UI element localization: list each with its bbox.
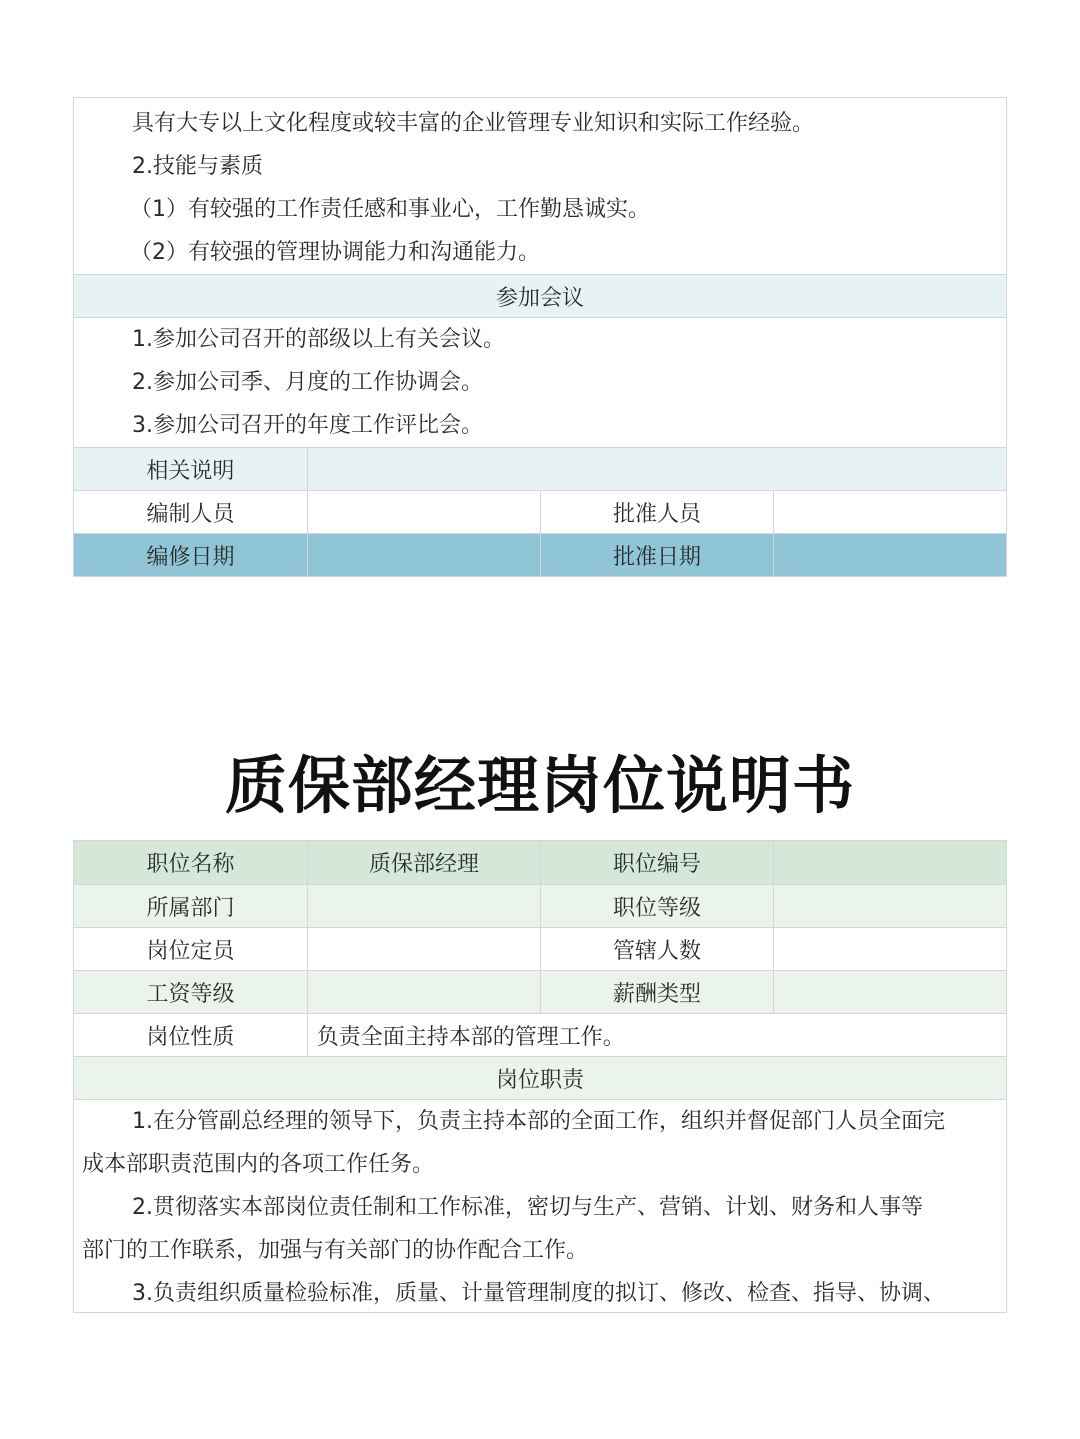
info-label: 管辖人数 [540,928,773,970]
duty-line: 成本部职责范围内的各项工作任务。 [82,1152,435,1177]
job-nature-label: 岗位性质 [146,1024,235,1050]
duties-block [74,1099,1006,1312]
duty-line: 部门的工作联系，加强与有关部门的协作配合工作。 [82,1238,589,1263]
info-row [74,884,1006,927]
info-value [773,928,1006,970]
editor-value [307,491,540,533]
related-notes-value [307,448,1006,490]
duties-header: 岗位职责 [495,1067,584,1093]
related-notes-label: 相关说明 [146,458,235,484]
info-label: 所属部门 [146,895,235,921]
info-label: 工资等级 [146,981,235,1007]
meeting-line: 1.参加公司召开的部级以上有关会议。 [132,327,505,352]
info-label: 职位名称 [146,852,235,877]
edit-date-label: 编修日期 [146,544,235,570]
info-row [74,841,1006,884]
previous-job-description-table [73,97,1007,577]
info-label: 薪酬类型 [540,971,773,1013]
info-value [773,841,1006,884]
duty-line: 1.在分管副总经理的领导下，负责主持本部的全面工作，组织并督促部门人员全面完 [132,1109,945,1134]
qualification-line: 2.技能与素质 [132,154,263,179]
qualification-line: 具有大专以上文化程度或较丰富的企业管理专业知识和实际工作经验。 [132,111,815,136]
qualification-line: （1）有较强的工作责任感和事业心，工作勤恳诚实。 [130,197,650,222]
meetings-header: 参加会议 [495,285,584,311]
meetings-block [74,317,1006,447]
job-description-table [73,840,1007,1313]
approver-value [773,491,1006,533]
info-label: 岗位定员 [146,938,235,964]
duty-line: 2.贯彻落实本部岗位责任制和工作标准，密切与生产、营销、计划、财务和人事等 [132,1195,923,1220]
info-value [773,971,1006,1013]
editor-row [74,490,1006,533]
info-value [307,928,540,970]
info-value [307,885,540,927]
job-nature-row [74,1013,1006,1056]
approve-date-label: 批准日期 [540,534,773,576]
meetings-header-row [74,274,1006,317]
info-row [74,927,1006,970]
approve-date-value [773,534,1006,576]
info-value [773,885,1006,927]
meeting-line: 2.参加公司季、月度的工作协调会。 [132,370,483,395]
info-value: 质保部经理 [307,841,540,884]
info-value [307,971,540,1013]
document-title: 质保部经理岗位说明书 [224,749,855,822]
related-notes-row [74,447,1006,490]
info-label: 职位等级 [540,885,773,927]
duties-header-row [74,1056,1006,1099]
duty-line: 3.负责组织质量检验标准，质量、计量管理制度的拟订、修改、检查、指导、协调、 [132,1281,945,1306]
approver-label: 批准人员 [540,491,773,533]
info-row [74,970,1006,1013]
meeting-line: 3.参加公司召开的年度工作评比会。 [132,413,483,438]
qualification-line: （2）有较强的管理协调能力和沟通能力。 [130,240,540,265]
job-nature-value: 负责全面主持本部的管理工作。 [307,1014,1006,1056]
qualification-block [74,98,1006,274]
info-label: 职位编号 [540,841,773,884]
dates-row [74,533,1006,576]
editor-label: 编制人员 [146,501,235,527]
edit-date-value [307,534,540,576]
